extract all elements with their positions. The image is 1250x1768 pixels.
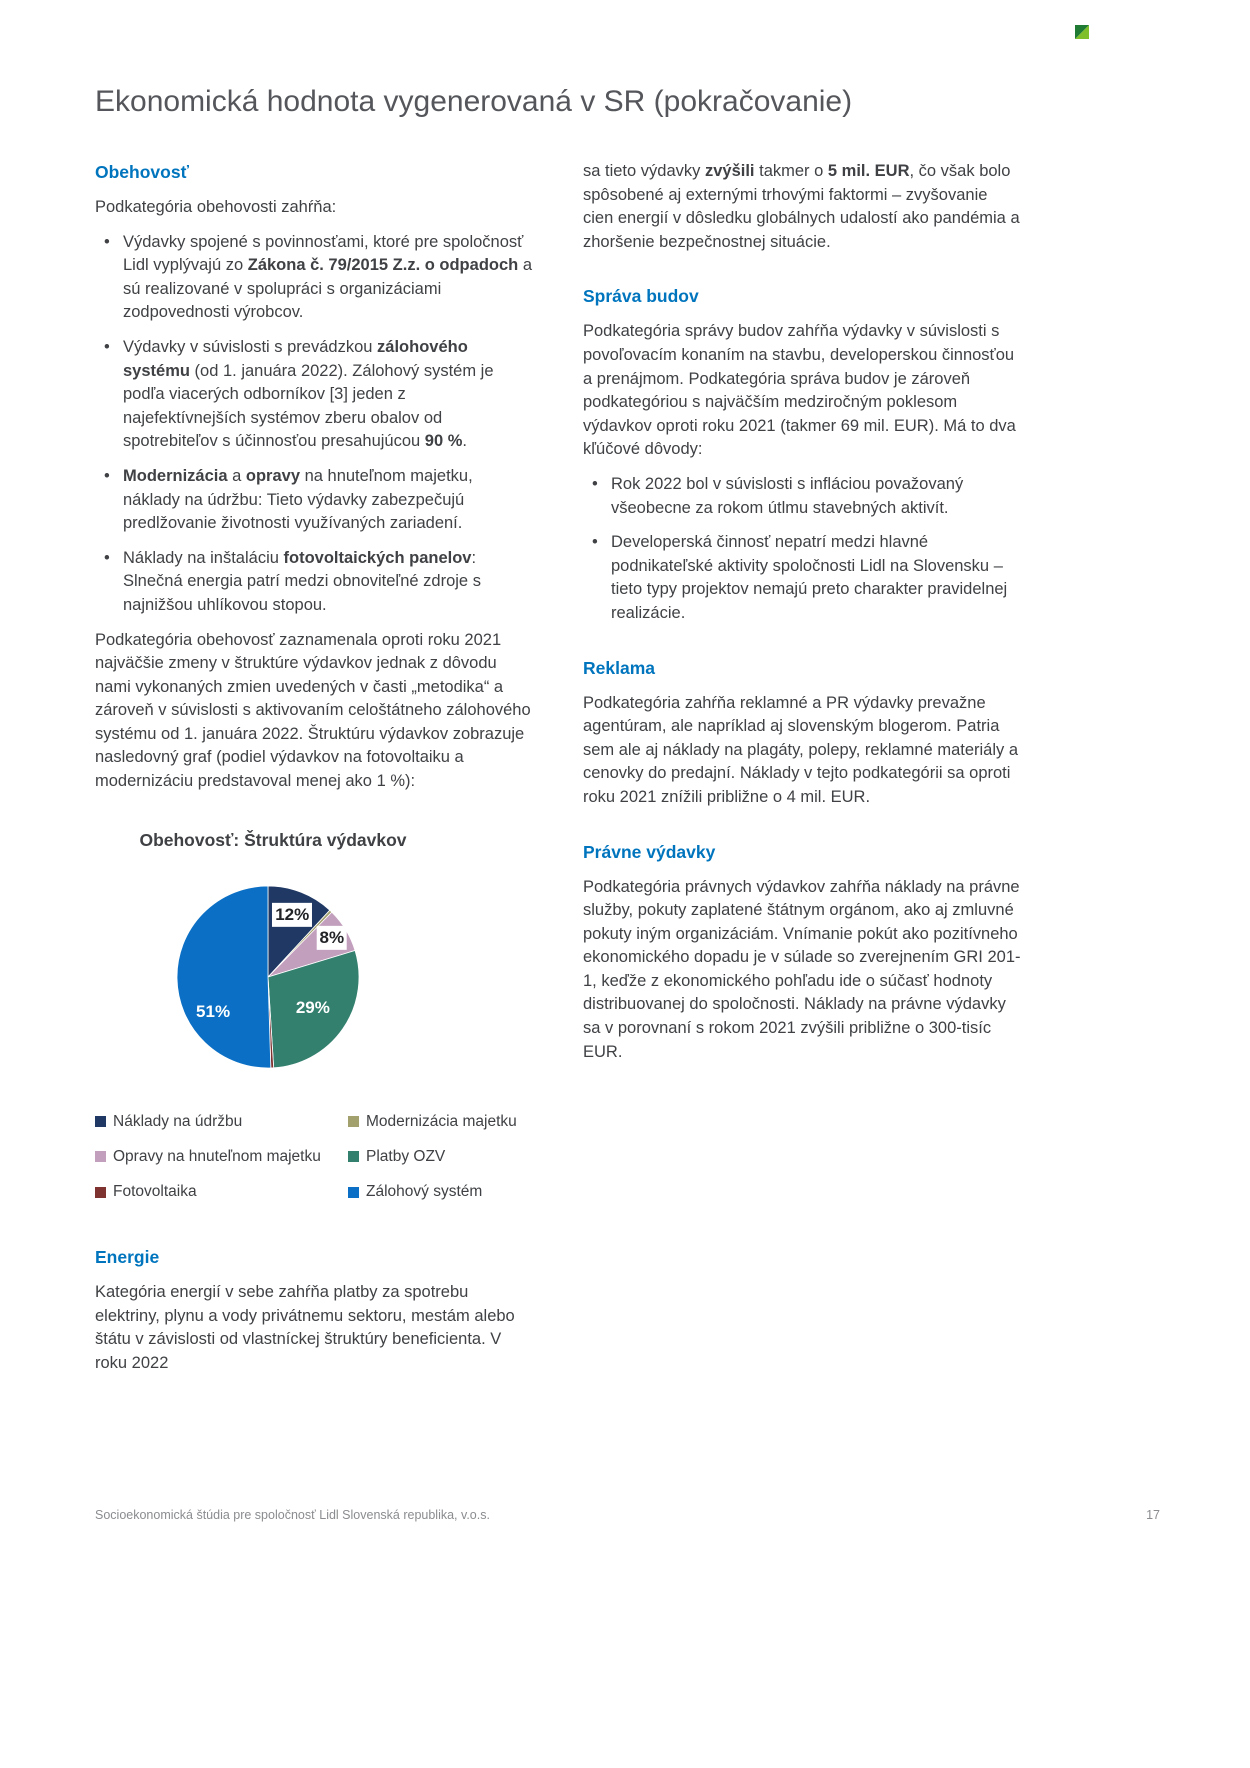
text-run: takmer o <box>754 162 828 180</box>
footer-text: Socioekonomická štúdia pre spoločnosť Lidl Slovenská republika, v.o.s. <box>95 1508 490 1522</box>
bold-text-run: zvýšili <box>704 162 755 180</box>
bold-text-run: 5 mil. EUR <box>827 162 910 180</box>
bullet-item <box>95 547 533 618</box>
page-number: 17 <box>1146 1508 1160 1522</box>
legend-item <box>95 1111 348 1133</box>
legend-item <box>348 1181 535 1203</box>
bullet-item <box>95 465 533 536</box>
legend-swatch <box>95 1187 106 1198</box>
text-run: a <box>227 466 246 485</box>
pie-chart-svg <box>95 867 535 1087</box>
text-run: Výdavky spojené s povinnosťami, ktoré pre spoločnosť Lidl vyplývajú zo <box>123 232 524 275</box>
legend-item <box>95 1181 348 1203</box>
section-heading-reklama: Reklama <box>583 657 655 678</box>
bold-text-run: zálohového systému <box>123 337 468 380</box>
left-column <box>95 160 533 1387</box>
energie-continued-paragraph <box>583 160 1021 254</box>
legend-swatch <box>95 1151 106 1162</box>
pie-label: 8% <box>317 926 348 950</box>
text-run: a sú realizované v spolupráci s organizáciami zodpovednosti výrobcov. <box>123 256 532 322</box>
legend-swatch <box>348 1151 359 1162</box>
bullet-item <box>95 231 533 325</box>
pie-label: 51% <box>196 1002 231 1022</box>
text-run: Výdavky v súvislosti s prevádzkou <box>123 337 378 356</box>
section-heading-energie: Energie <box>95 1247 160 1268</box>
section-heading-pravne-vydavky: Právne výdavky <box>583 841 716 862</box>
pie-slice <box>177 886 271 1068</box>
page-footer <box>95 1507 1160 1525</box>
legend-swatch <box>348 1116 359 1127</box>
legend-label: Modernizácia majetku <box>366 1112 517 1130</box>
legend-swatch <box>348 1187 359 1198</box>
section-heading-sprava-budov: Správa budov <box>583 286 699 307</box>
bullet-item: • Developerská činnosť nepatrí medzi hlavné podnikateľské aktivity spoločnosti Lidl na Slovensku – tieto typy projektov nemajú preto charakter pravidelnej realizácie. <box>583 531 1021 625</box>
text-run: Náklady na inštaláciu <box>123 548 284 567</box>
legend-swatch <box>95 1116 106 1127</box>
legend-label: Náklady na údržbu <box>113 1112 243 1130</box>
chart-title: Obehovosť: Štruktúra výdavkov <box>139 829 407 850</box>
pie-chart <box>95 867 535 1087</box>
bold-text-run: fotovoltaických panelov <box>283 548 472 567</box>
text-run: , čo však bolo spôsobené aj externými trhovými faktormi – zvyšovanie cien energií v dôsledku globálnych udalostí ako pandémia a zhoršenie bezpečnostnej situácie. <box>583 162 1020 251</box>
green-leaf-icon-svg <box>1074 24 1090 40</box>
bold-text-run: 90 % <box>424 432 463 451</box>
bold-text-run: opravy <box>245 466 300 485</box>
legend-label: Platby OZV <box>366 1147 446 1165</box>
bullet-item <box>95 336 533 454</box>
legend-label: Fotovoltaika <box>113 1183 197 1200</box>
energie-paragraph: Kategória energií v sebe zahŕňa platby za spotrebu elektriny, plynu a vody privátnemu sektoru, mestám alebo štátu v závislosti od vlastníckej štruktúry beneficienta. V roku 2022 <box>95 1283 515 1372</box>
pie-label: 12% <box>272 903 312 927</box>
text-run: . <box>462 432 467 451</box>
obehovost-intro: Podkategória obehovosti zahŕňa: <box>95 198 337 217</box>
sprava-budov-paragraph: Podkategória správy budov zahŕňa výdavky v súvislosti s povoľovacím konaním na stavbu, developerskou činnosťou a prenájmom. Podkategória správa budov je zároveň podkategóriou s najväčším medziročným poklesom výdavkov oproti roku 2021 (takmer 69 mil. EUR). Má to dva kľúčové dôvody: <box>583 322 1016 459</box>
bold-text-run: Zákona č. 79/2015 Z.z. o odpadoch <box>247 256 519 275</box>
bold-text-run: Modernizácia <box>123 466 228 485</box>
text-run: : Slnečná energia patrí medzi obnoviteľné zdroje s najnižšou uhlíkovou stopou. <box>123 548 481 614</box>
green-leaf-icon <box>1074 24 1090 40</box>
legend-label: Opravy na hnuteľnom majetku <box>113 1147 321 1165</box>
right-column <box>583 160 1021 1075</box>
text-run: sa tieto výdavky <box>583 162 705 180</box>
pravne-vydavky-paragraph: Podkategória právnych výdavkov zahŕňa náklady na právne služby, pokuty zaplatené štátnym orgánom, ako aj zmluvné pokuty iným organizáciám. Vnímanie pokút ako pozitívneho ekonomického dopadu je v súlade so zverejnením GRI 201-1, keďže z ekonomického pohľadu ide o súčasť hodnoty distribuovanej do spoločnosti. Náklady na právne výdavky sa v porovnaní s rokom 2021 zvýšili približne o 300-tisíc EUR. <box>583 877 1021 1061</box>
legend-item <box>95 1146 348 1168</box>
section-heading-obehovost: Obehovosť <box>95 162 189 182</box>
reklama-paragraph: Podkategória zahŕňa reklamné a PR výdavky prevažne agentúram, ale napríklad aj slovenským blogerom. Patria sem ale aj náklady na plagáty, polepy, reklamné materiály a cenovky do predajní. Náklady v tejto podkategórii sa oproti roku 2021 znížili približne o 4 mil. EUR. <box>583 693 1019 806</box>
legend-item <box>348 1146 535 1168</box>
bullet-item: • Rok 2022 bol v súvislosti s infláciou považovaný všeobecne za rokom útlmu stavebných aktivít. <box>583 473 1021 520</box>
page-title: Ekonomická hodnota vygenerovaná v SR (pokračovanie) <box>95 85 853 118</box>
content-columns <box>95 160 1021 1387</box>
pie-label: 29% <box>295 997 330 1017</box>
legend-item <box>348 1111 535 1133</box>
chart-legend <box>95 1111 535 1203</box>
obehovost-paragraph: Podkategória obehovosť zaznamenala oproti roku 2021 najväčšie zmeny v štruktúre výdavkov jednak z dôvodu nami vykonaných zmien uvedených v časti „metodika“ a zároveň v súvislosti s aktivovaním celoštátneho zálohového systému od 1. januára 2022. Štruktúru výdavkov zobrazuje nasledovný graf (podiel výdavkov na fotovoltaiku a modernizáciu predstavoval menej ako 1 %): <box>95 630 531 791</box>
pie-chart-block <box>95 828 533 1203</box>
text-run: (od 1. januára 2022). Zálohový systém je podľa viacerých odborníkov [3] jeden z najefektívnejších systémov zberu obalov od spotrebiteľov s účinnosťou presahujúcou <box>123 361 494 451</box>
legend-label: Zálohový systém <box>366 1183 483 1200</box>
sprava-budov-bullet-list <box>583 473 1021 626</box>
text-run: na hnuteľnom majetku, náklady na údržbu: Tieto výdavky zabezpečujú predlžovanie životnosti využívaných zariadení. <box>123 466 473 533</box>
obehovost-bullet-list <box>95 231 533 618</box>
